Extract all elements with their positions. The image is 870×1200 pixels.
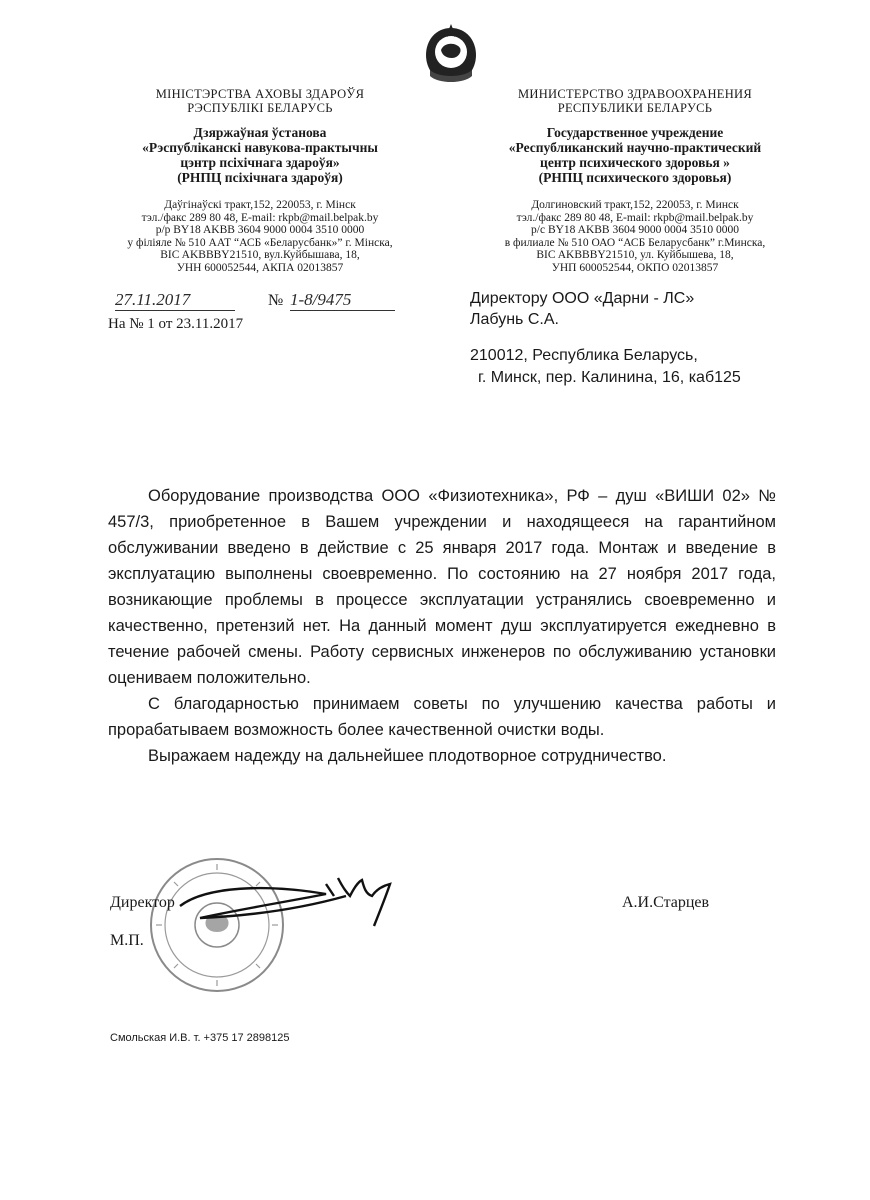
state-emblem-icon	[420, 22, 482, 88]
signatory-position: Директор	[110, 894, 175, 911]
institution-address-be: Даўгінаўскі тракт,152, 220053, г. Мінск тэл./факс 289 80 48, E-mail: rkpb@mail.belpak.by р/р BY18 AKBB 3604 9000 0004 3510 0000 у філіяле № 510 ААТ “АСБ «Беларусбанк»” г. Мінска, BIC AKBBBY21510, вул.Куйбышава, 18, УНН 600052544, АКПА 02013857	[127, 199, 393, 274]
outgoing-number: 1-8/9475	[290, 290, 395, 311]
signatory-name: А.И.Старцев	[622, 894, 710, 911]
body-paragraph: С благодарностью принимаем советы по улучшению качества работы и прорабатываем возможность более качественной очистки воды.	[108, 695, 776, 739]
addressee-address-line1: 210012, Республика Беларусь,	[470, 347, 698, 364]
body-paragraph: Выражаем надежду на дальнейшее плодотворное сотрудничество.	[148, 747, 667, 765]
letter-body	[108, 483, 776, 769]
seal-place-mark: М.П.	[110, 932, 144, 949]
executor-contact: Смольская И.В. т. +375 17 2898125	[110, 1032, 290, 1044]
addressee-address-line2: г. Минск, пер. Калинина, 16, каб125	[478, 369, 741, 386]
institution-address-ru: Долгиновский тракт,152, 220053, г. Минск тэл./факс 289 80 48, E-mail: rkpb@mail.belpak.by р/с BY18 AKBB 3604 9000 0004 3510 0000 в филиале № 510 ОАО “АСБ Беларусбанк” г.Минска, BIC AKBBBY21510, ул. Куйбышева, 18, УНП 600052544, ОКПО 02013857	[504, 199, 766, 274]
addressee-name: Лабунь С.А.	[470, 311, 559, 328]
outgoing-date: 27.11.2017	[115, 290, 235, 311]
header-left	[95, 88, 425, 275]
reference-line: На № 1 от 23.11.2017	[108, 316, 244, 332]
institution-name-ru: Государственное учреждение «Республиканский научно-практический центр психического здоровья » (РНПЦ психического здоровья)	[508, 125, 762, 185]
ministry-name-ru: МИНИСТЕРСТВО ЗДРАВООХРАНЕНИЯ РЕСПУБЛИКИ БЕЛАРУСЬ	[517, 87, 753, 115]
ministry-name-be: МІНІСТЭРСТВА АХОВЫ ЗДАРОЎЯ РЭСПУБЛІКІ БЕЛАРУСЬ	[155, 87, 365, 115]
header-right	[470, 88, 800, 275]
outgoing-number-label: №	[268, 292, 284, 309]
body-paragraph: Оборудование производства ООО «Физиотехника», РФ – душ «ВИШИ 02» № 457/3, приобретенное в Вашем учреждении и находящееся на гарантийном обслуживании введено в действие с 25 января 2017 года. Монтаж и введение в эксплуатацию выполнены своевременно. По состоянию на 27 ноября 2017 года, возникающие проблемы в процессе эксплуатации устранялись своевременно и качественно, претензий нет. На данный момент душ эксплуатируется ежедневно в течение рабочей смены. Работу сервисных инженеров по обслуживанию установки оцениваем положительно.	[108, 487, 776, 687]
institution-name-be: Дзяржаўная ўстанова «Рэспубліканскі навукова-практычны цэнтр псіхічнага здароўя» (РНПЦ псіхічнага здароўя)	[142, 125, 378, 185]
handwritten-signature-icon	[176, 866, 412, 946]
addressee-position: Директору ООО «Дарни - ЛС»	[470, 290, 695, 307]
